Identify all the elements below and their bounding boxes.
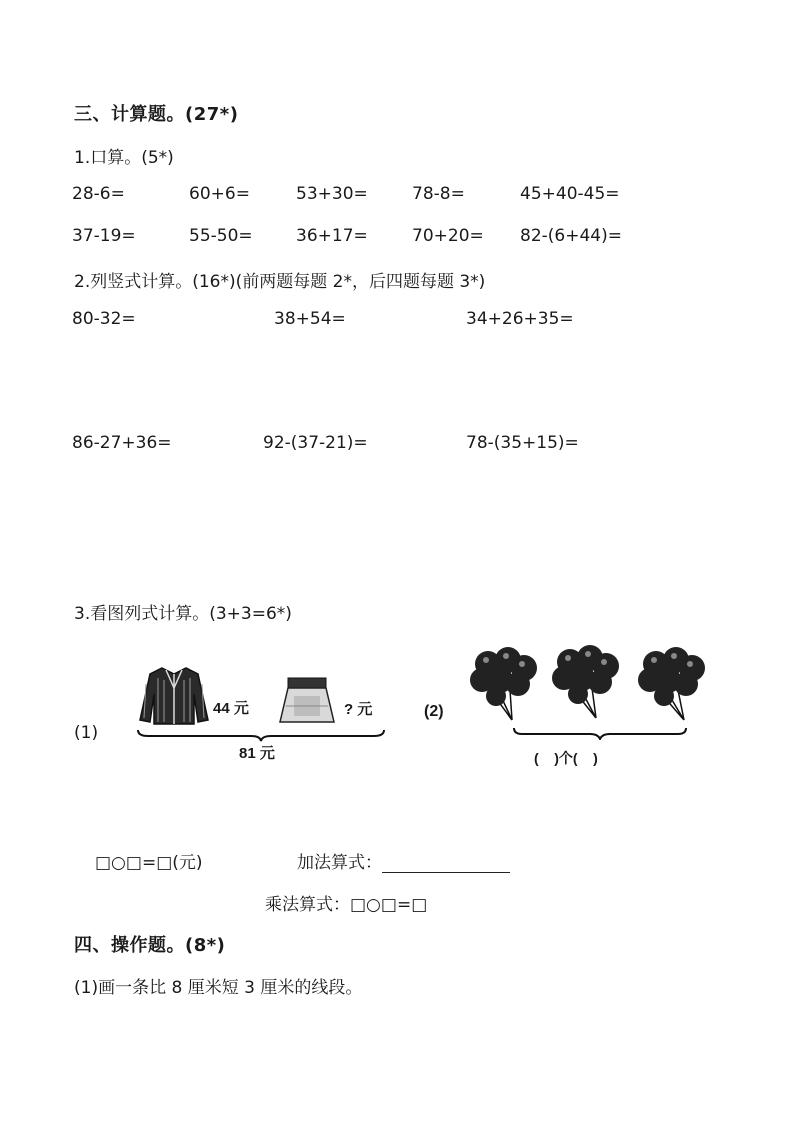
brace-part1 <box>136 728 386 742</box>
addition-answer-blank[interactable] <box>382 854 510 873</box>
q1-r2-c1: 37-19= <box>72 226 136 246</box>
brace-part2 <box>512 726 688 740</box>
multiplication-label: 乘法算式： <box>265 895 350 915</box>
section4-q1: (1)画一条比 8 厘米短 3 厘米的线段。 <box>74 978 363 998</box>
q1-r2-c2: 55-50= <box>189 226 253 246</box>
q2-r2-c1: 86-27+36= <box>72 433 172 453</box>
q1-r1-c3: 53+30= <box>296 184 368 204</box>
q1-r2-c3: 36+17= <box>296 226 368 246</box>
jacket-icon <box>136 664 212 726</box>
skirt-icon <box>276 676 338 726</box>
q1-r1-c4: 78-8= <box>412 184 465 204</box>
section3-heading: 三、计算题。(27*) <box>74 104 239 125</box>
balloon-bunch-icon <box>550 644 622 720</box>
q3-part2-number: (2) <box>424 703 444 720</box>
balloon-bunch-icon <box>468 646 540 722</box>
q3-title: 3.看图列式计算。(3+3=6*) <box>74 604 292 624</box>
multiplication-equation: □○□=□ <box>350 895 428 915</box>
part1-equation: □○□=□(元) <box>95 853 203 873</box>
q2-r1-c2: 38+54= <box>274 309 346 329</box>
q2-title: 2.列竖式计算。(16*)(前两题每题 2*，后四题每题 3*) <box>74 272 486 292</box>
q1-r1-c5: 45+40-45= <box>520 184 620 204</box>
q1-title: 1.口算。(5*) <box>74 148 174 168</box>
q2-r1-c3: 34+26+35= <box>466 309 574 329</box>
q1-r2-c4: 70+20= <box>412 226 484 246</box>
q2-r2-c2: 92-(37-21)= <box>263 433 368 453</box>
price2-label: ? 元 <box>344 701 373 718</box>
addition-label: 加法算式： <box>297 853 382 873</box>
q1-r1-c1: 28-6= <box>72 184 125 204</box>
balloon-bunch-icon <box>636 646 708 722</box>
q2-r1-c1: 80-32= <box>72 309 136 329</box>
section4-heading: 四、操作题。(8*) <box>74 935 226 956</box>
price1-label: 44 元 <box>213 700 249 717</box>
q3-part1-number: (1) <box>74 723 99 743</box>
multiplication-equation-row <box>265 890 427 915</box>
q1-r1-c2: 60+6= <box>189 184 250 204</box>
q2-r2-c3: 78-(35+15)= <box>466 433 579 453</box>
addition-equation-row <box>297 848 510 873</box>
q1-r2-c5: 82-(6+44)= <box>520 226 622 246</box>
total-label: 81 元 <box>239 745 275 762</box>
part2-brace-label: ( )个( ) <box>534 750 598 766</box>
